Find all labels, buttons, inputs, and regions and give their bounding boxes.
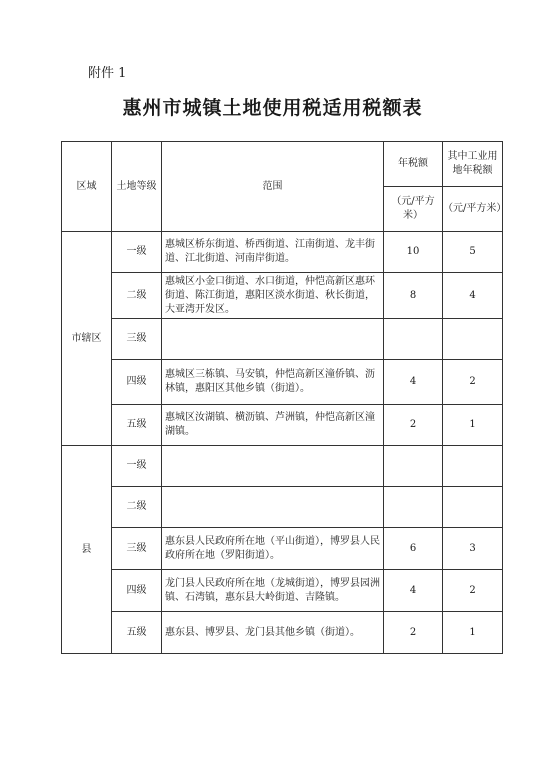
annual-tax-cell: 2	[384, 612, 443, 654]
grade-cell: 三级	[112, 319, 162, 360]
tax-rate-table	[61, 141, 507, 654]
scope-cell: 龙门县人民政府所在地（龙城街道），博罗县园洲镇、石湾镇，惠东县大岭街道、吉隆镇。	[162, 570, 384, 612]
scope-cell: 惠城区桥东街道、桥西街道、江南街道、龙丰街道、江北街道、河南岸街道。	[162, 232, 384, 273]
industrial-tax-cell: 5	[443, 232, 503, 273]
header-scope: 范围	[162, 142, 384, 232]
scope-cell: 惠城区三栋镇、马安镇，仲恺高新区潼侨镇、沥林镇，惠阳区其他乡镇（街道）。	[162, 360, 384, 405]
grade-cell: 五级	[112, 612, 162, 654]
table-row	[62, 446, 503, 487]
scope-cell: 惠东县、博罗县、龙门县其他乡镇（街道）。	[162, 612, 384, 654]
scope-cell: 惠城区小金口街道、水口街道，仲恺高新区惠环街道、陈江街道，惠阳区淡水街道、秋长街道，大亚湾开发区。	[162, 273, 384, 319]
grade-cell: 五级	[112, 405, 162, 446]
annual-tax-cell: 2	[384, 405, 443, 446]
grade-cell: 二级	[112, 487, 162, 528]
scope-cell	[162, 319, 384, 360]
header-industrial-tax: 其中工业用地年税额	[443, 142, 503, 187]
scope-cell: 惠东县人民政府所在地（平山街道），博罗县人民政府所在地（罗阳街道）。	[162, 528, 384, 570]
annual-tax-cell	[384, 319, 443, 360]
table-row	[62, 232, 503, 273]
industrial-tax-cell: 2	[443, 570, 503, 612]
header-grade: 土地等级	[112, 142, 162, 232]
table-row	[62, 319, 503, 360]
annual-tax-cell: 6	[384, 528, 443, 570]
scope-cell	[162, 446, 384, 487]
header-area: 区域	[62, 142, 112, 232]
scope-cell: 惠城区汝湖镇、横沥镇、芦洲镇，仲恺高新区潼湖镇。	[162, 405, 384, 446]
grade-cell: 四级	[112, 570, 162, 612]
header-annual-tax: 年税额	[384, 142, 443, 187]
annual-tax-cell	[384, 487, 443, 528]
table-row	[62, 360, 503, 405]
table-row	[62, 570, 503, 612]
document-title: 惠州市城镇土地使用税适用税额表	[122, 97, 423, 119]
grade-cell: 一级	[112, 232, 162, 273]
table-row	[62, 405, 503, 446]
industrial-tax-cell	[443, 446, 503, 487]
annual-tax-cell: 10	[384, 232, 443, 273]
industrial-tax-cell: 2	[443, 360, 503, 405]
industrial-tax-cell: 1	[443, 612, 503, 654]
industrial-tax-cell: 3	[443, 528, 503, 570]
grade-cell: 二级	[112, 273, 162, 319]
industrial-tax-cell: 1	[443, 405, 503, 446]
table-row	[62, 612, 503, 654]
scope-cell	[162, 487, 384, 528]
annual-tax-cell	[384, 446, 443, 487]
industrial-tax-cell	[443, 319, 503, 360]
industrial-tax-cell: 4	[443, 273, 503, 319]
header-unit-annual: （元/平方米）	[384, 187, 443, 232]
annual-tax-cell: 8	[384, 273, 443, 319]
annual-tax-cell: 4	[384, 570, 443, 612]
header-unit-industrial: （元/平方米）	[443, 187, 503, 232]
grade-cell: 三级	[112, 528, 162, 570]
grade-cell: 一级	[112, 446, 162, 487]
table-row	[62, 487, 503, 528]
grade-cell: 四级	[112, 360, 162, 405]
table-row	[62, 528, 503, 570]
table-row	[62, 273, 503, 319]
attachment-label: 附件 1	[88, 66, 127, 81]
area-cell: 市辖区	[62, 232, 112, 446]
area-cell: 县	[62, 446, 112, 654]
annual-tax-cell: 4	[384, 360, 443, 405]
industrial-tax-cell	[443, 487, 503, 528]
